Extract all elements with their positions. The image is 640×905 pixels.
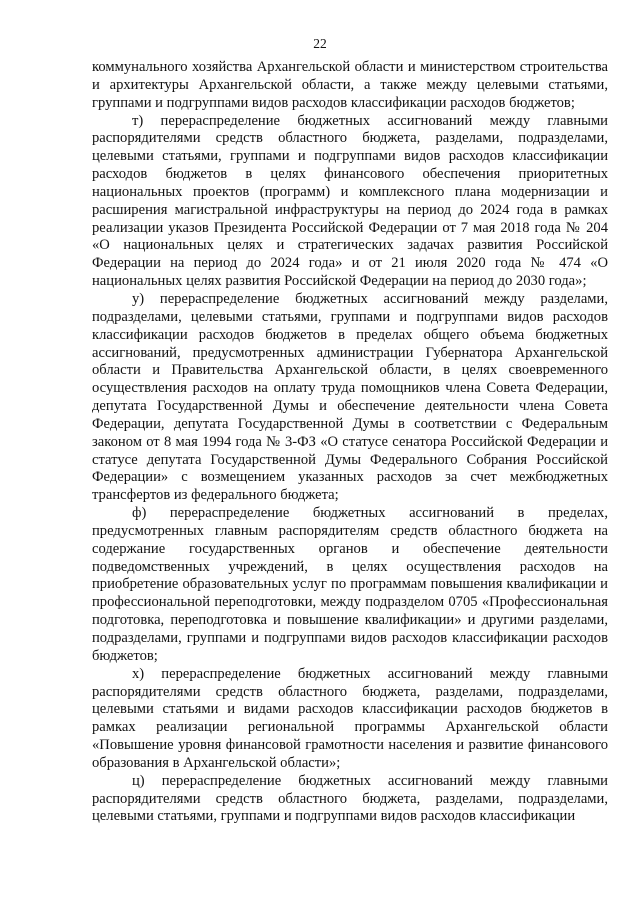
paragraph-item-f: ф) перераспределение бюджетных ассигнований в пределах, предусмотренных главным распорядителям средств областного бюджета на содержание государственных органов и обеспечение деятельности подведомственных учреждений, в целях осуществления расходов на приобретение образовательных услуг по программам повышения квалификации и профессиональной переподготовки, между подразделом 0705 «Профессиональная подготовка, переподготовка и повышение квалификации» и другими разделами, подразделами, группами и подгруппами видов расходов классификации расходов бюджетов; [92,505,608,664]
paragraph-item-t: т) перераспределение бюджетных ассигнований между главными распорядителями средств областного бюджета, разделами, подразделами, целевыми статьями, группами и подгруппами видов расходов классификации расходов бюджетов в целях финансового обеспечения приоритетных национальных проектов (программ) и комплексного плана модернизации и расширения магистральной инфраструктуры на период до 2024 года в рамках реализации указов Президента Российской Федерации от 7 мая 2018 года № 204 «О национальных целях и стратегических задачах развития Российской Федерации на период до 2024 года» и от 21 июля 2020 года № 474 «О национальных целях развития Российской Федерации на период до 2030 года»; [92,112,608,290]
page-number: 22 [313,36,327,51]
paragraph-item-u: у) перераспределение бюджетных ассигнований между разделами, подразделами, целевыми статьями, группами и подгруппами видов расходов классификации расходов бюджетов в пределах общего объема бюджетных ассигнований, предусмотренных администрации Губернатора Архангельской области и Правительства Архангельской области, в целях своевременного осуществления расходов на оплату труда помощников члена Совета Федерации, депутата Государственной Думы и обеспечение деятельности члена Совета Федерации, депутата Государственной Думы в соответствии с Федеральным законом от 8 мая 1994 года № 3-ФЗ «О статусе сенатора Российской Федерации и статусе депутата Государственной Думы Федерального Собрания Российской Федерации» с возмещением указанных расходов за счет межбюджетных трансфертов из федерального бюджета; [92,290,608,504]
paragraph-item-h: х) перераспределение бюджетных ассигнований между главными распорядителями средств областного бюджета, разделами, подразделами, целевыми статьями и видами расходов классификации расходов бюджетов в рамках реализации региональной программы Архангельской области «Повышение уровня финансовой грамотности населения и развитие финансового образования в Архангельской области»; [92,665,608,771]
paragraph-continuation: коммунального хозяйства Архангельской области и министерством строительства и архитектуры Архангельской области, а также между целевыми статьями, группами и подгруппами видов расходов классификации расходов бюджетов; [92,59,608,111]
document-body [92,59,608,826]
paragraph-item-ts: ц) перераспределение бюджетных ассигнований между главными распорядителями средств областного бюджета, разделами, подразделами, целевыми статьями, группами и подгруппами видов расходов классификации [92,772,608,825]
